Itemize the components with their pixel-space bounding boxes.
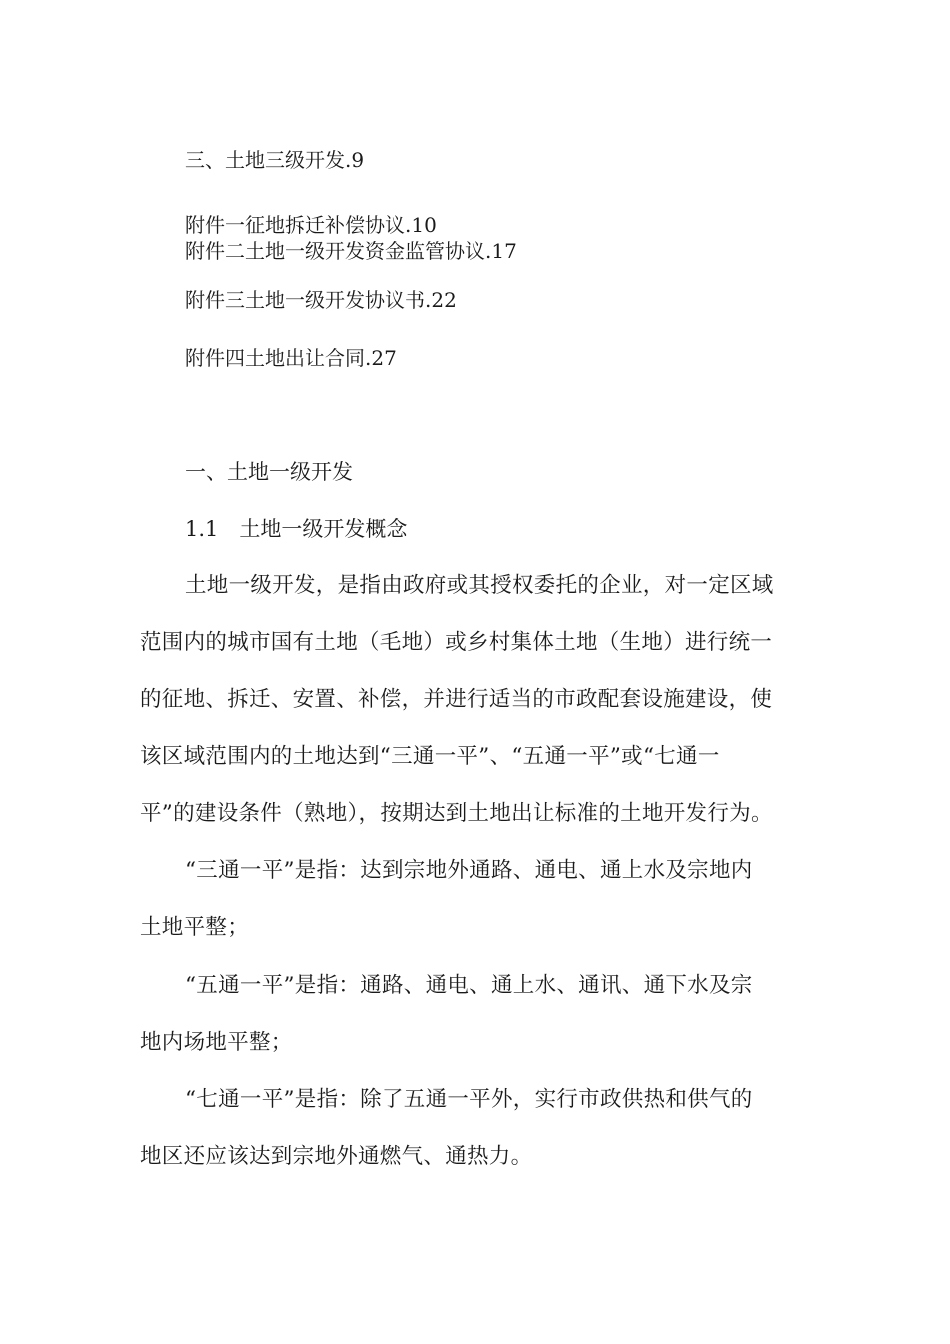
toc-item-appendix-2: 附件二土地一级开发资金监管协议.17 bbox=[185, 239, 517, 263]
paragraph-line: “五通一平”是指：通路、通电、通上水、通讯、通下水及宗 bbox=[185, 973, 753, 998]
section-heading: 一、土地一级开发 bbox=[185, 460, 353, 484]
paragraph-line: 范围内的城市国有土地（毛地）或乡村集体土地（生地）进行统一 bbox=[140, 630, 773, 655]
toc-item-appendix-1: 附件一征地拆迁补偿协议.10 bbox=[185, 213, 437, 237]
paragraph-line: “七通一平”是指：除了五通一平外，实行市政供热和供气的 bbox=[185, 1087, 753, 1112]
paragraph-line: 平”的建设条件（熟地），按期达到土地出让标准的土地开发行为。 bbox=[140, 801, 773, 826]
paragraph-line: 的征地、拆迁、安置、补偿，并进行适当的市政配套设施建设，使 bbox=[140, 687, 773, 712]
subsection-heading: 1.1 土地一级开发概念 bbox=[185, 517, 408, 541]
paragraph-line: “三通一平”是指：达到宗地外通路、通电、通上水及宗地内 bbox=[185, 858, 753, 883]
paragraph-line: 地内场地平整； bbox=[140, 1030, 293, 1055]
toc-item-appendix-3: 附件三土地一级开发协议书.22 bbox=[185, 288, 457, 312]
paragraph-line: 该区域范围内的土地达到“三通一平”、“五通一平”或“七通一 bbox=[140, 744, 720, 769]
paragraph-line: 地区还应该达到宗地外通燃气、通热力。 bbox=[140, 1144, 533, 1169]
toc-item-appendix-4: 附件四土地出让合同.27 bbox=[185, 346, 397, 370]
paragraph-line: 土地平整； bbox=[140, 915, 250, 940]
paragraph-line: 土地一级开发，是指由政府或其授权委托的企业，对一定区域 bbox=[185, 573, 774, 598]
toc-item-land-tertiary-development: 三、土地三级开发.9 bbox=[185, 148, 365, 172]
